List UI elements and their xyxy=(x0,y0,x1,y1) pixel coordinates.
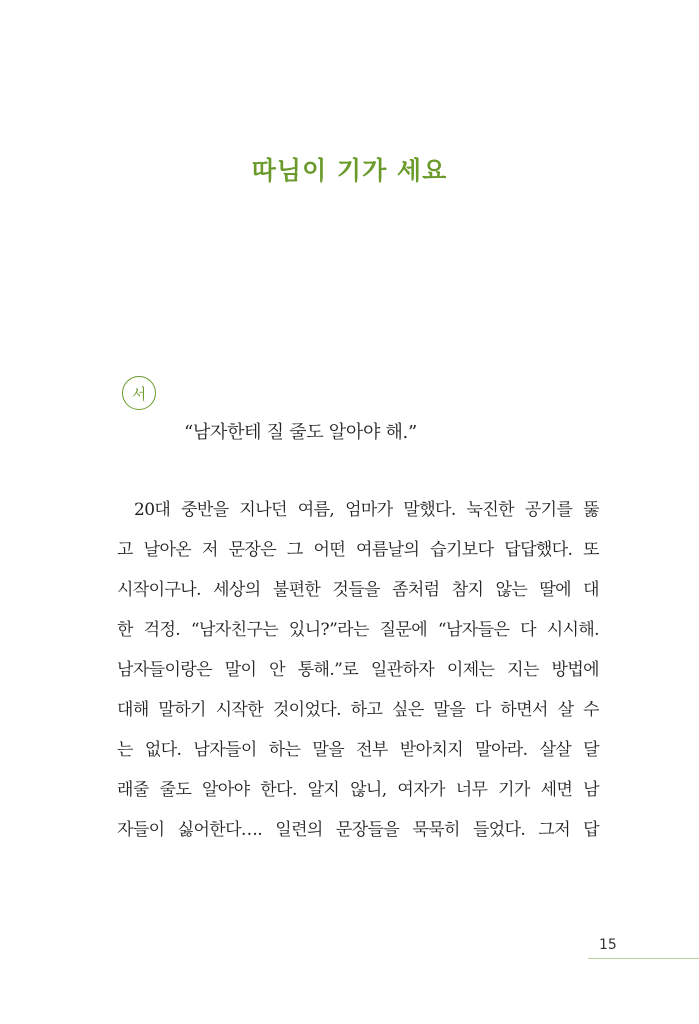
body-line: 남자들이랑은 말이 안 통해.”로 일관하자 이제는 지는 방법에 xyxy=(117,660,599,680)
body-paragraph xyxy=(117,490,599,850)
body-line: 20대 중반을 지나던 여름, 엄마가 말했다. 눅진한 공기를 뚫 xyxy=(134,500,599,520)
body-line: 래줄 줄도 알아야 한다. 알지 않니, 여자가 너무 기가 세면 남 xyxy=(117,780,599,800)
page-number: 15 xyxy=(599,937,617,953)
body-line: 대해 말하기 시작한 것이었다. 하고 싶은 말을 다 하면서 살 수 xyxy=(117,700,599,720)
body-line: 한 걱정. “남자친구는 있니?”라는 질문에 “남자들은 다 시시해. xyxy=(117,620,599,640)
body-line: 는 없다. 남자들이 하는 말을 전부 받아치지 말아라. 살살 달 xyxy=(117,740,599,760)
dialogue-quote: “남자한테 질 줄도 알아야 해.” xyxy=(184,422,417,443)
body-line: 시작이구나. 세상의 불편한 것들을 좀처럼 참지 않는 딸에 대 xyxy=(117,580,599,600)
chapter-title: 따님이 기가 세요 xyxy=(251,155,448,185)
body-line: 자들이 싫어한다…. 일련의 문장들을 묵묵히 들었다. 그저 답 xyxy=(117,820,599,840)
body-line: 고 날아온 저 문장은 그 어떤 여름날의 습기보다 답답했다. 또 xyxy=(117,540,599,560)
speaker-badge: 서 xyxy=(122,376,156,410)
page-number-rule xyxy=(588,958,699,959)
